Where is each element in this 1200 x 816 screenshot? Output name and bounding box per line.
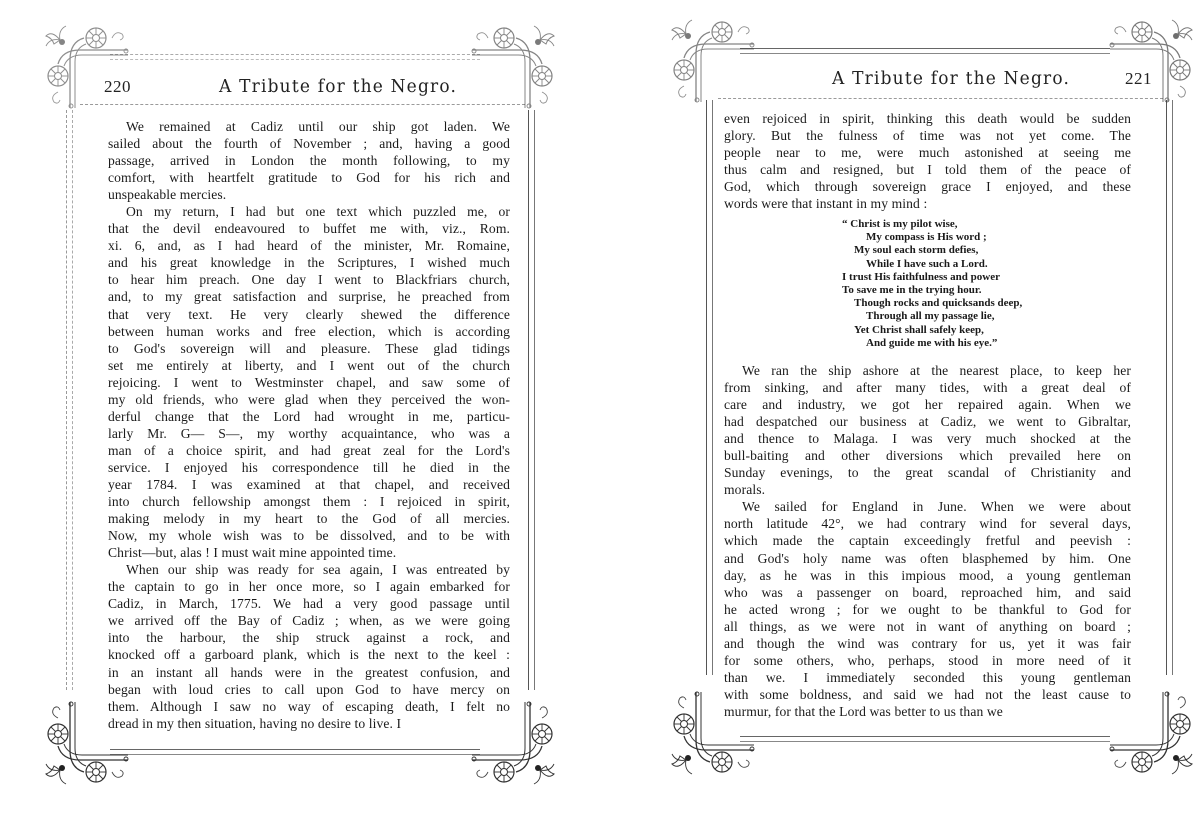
text-line: even rejoiced in spirit, thinking this death would be sudden (724, 111, 1131, 126)
poem-line: “ Christ is my pilot wise, (842, 218, 958, 230)
text-line: dread in my then situation, having no desire to live. I (108, 715, 402, 731)
text-line: the captain to go in her once more, so I again embarked for (108, 579, 510, 595)
text-line: We ran the ship ashore at the nearest place, to keep her (742, 363, 1131, 378)
poem-line: Yet Christ shall safely keep, (854, 323, 984, 336)
text-line: to hear him preach. One day I went to Blackfriars church, (108, 272, 510, 288)
text-line: God, which through sovereign grace I enjoyed, and these (724, 179, 1131, 195)
text-line: with some boldness, and said we had not the least cause to (724, 686, 1131, 702)
frame-right-rule (1166, 100, 1173, 675)
text-line: xi. 6, and, as I had heard of the minister, Mr. Romaine, (108, 238, 510, 254)
text-line: than we. I immediately seconded this young gentleman (724, 669, 1131, 685)
text-line: year 1784. I was examined at that chapel, and received (108, 476, 510, 492)
page-header (832, 64, 1152, 94)
text-line: all things, as we were not in want of anything on board ; (724, 618, 1131, 634)
text-line: glory. But the fulness of time was not yet come. The (724, 128, 1131, 144)
ornament-corner-top-left (666, 14, 756, 104)
poem-line: While I have such a Lord. (866, 257, 988, 270)
page-number: 221 (1125, 69, 1152, 88)
text-line: making melody in my heart to the God of all mercies. (108, 511, 510, 527)
frame-top-rule (740, 48, 1110, 54)
text-line: morals. (724, 482, 766, 498)
text-line: words were that instant in my mind : (724, 196, 928, 212)
text-line: man of a choice spirit, and had great zeal for the Lord's (108, 442, 510, 458)
frame-bottom-rule (110, 749, 480, 755)
body-text (108, 118, 510, 732)
text-line: which made the captain exceedingly fretful and peevish : (724, 533, 1131, 549)
frame-left-rule (66, 110, 73, 690)
running-head: A Tribute for the Negro. (832, 68, 1071, 90)
text-line: my old friends, who were glad when they perceived the won- (108, 391, 510, 407)
text-line: comfort, with heartfelt gratitude to God for his rich and (108, 170, 510, 186)
page-number: 220 (104, 77, 131, 96)
text-line: set me entirely at liberty, and I went out of the church (108, 357, 510, 373)
text-line: We sailed for England in June. When we were about (742, 499, 1131, 515)
text-line: When our ship was ready for sea again, I was entreated by (126, 562, 510, 578)
text-line: care and industry, we got her repaired again. When we (724, 397, 1131, 413)
text-line: that very text. He very clearly shewed the difference (108, 306, 510, 322)
text-line: unspeakable mercies. (108, 187, 227, 203)
poem-line: I trust His faithfulness and power (842, 270, 1000, 283)
poem-line: Through all my passage lie, (866, 310, 995, 323)
text-line: began with loud cries to call upon God to have mercy on (108, 681, 510, 697)
text-line: Christ—but, alas ! I must wait mine appointed time. (108, 545, 397, 561)
frame-left-rule (706, 100, 713, 675)
text-line: he acted wrong ; for we ought to be thankful to God for (724, 601, 1131, 617)
poem-line: And guide me with his eye.” (866, 336, 998, 349)
text-line: had despatched our business at Cadiz, we went to Gibraltar, (724, 414, 1131, 430)
text-line: and though the wind was contrary for us, yet it was fair (724, 635, 1131, 651)
text-line: people near to me, were much astonished at seeing me (724, 145, 1131, 161)
text-line: who was a passenger on board, reproached him, and said (724, 584, 1131, 600)
text-line: into the harbour, the ship struck against a rock, and (108, 630, 510, 646)
running-head: A Tribute for the Negro. (219, 76, 458, 98)
text-line: from sinking, and after many tides, with a great deal of (724, 380, 1131, 396)
text-line: knocked off a garboard plank, which is the next to the keel : (108, 647, 510, 663)
text-line: On my return, I had but one text which puzzled me, or (126, 204, 510, 220)
body-text (724, 362, 1131, 720)
text-line: day, as he was in this impious mood, a young gentleman (724, 567, 1131, 583)
text-line: between human works and free election, which is according (108, 323, 510, 339)
text-line: north latitude 42°, we had contrary wind for several days, (724, 516, 1131, 532)
poem-line: My compass is His word ; (866, 231, 987, 244)
text-line: larly Mr. G— S—, my worthy acquaintance, who was a (108, 425, 510, 441)
text-line: Sunday evenings, to the great scandal of Christianity and (724, 465, 1131, 481)
text-line: We remained at Cadiz until our ship got laden. We (126, 119, 510, 134)
text-line: service. I enjoyed his correspondence till he died in the (108, 459, 510, 475)
poem-line: Though rocks and quicksands deep, (854, 297, 1023, 310)
poem-line: To save me in the trying hour. (842, 284, 982, 297)
text-line: murmur, for that the Lord was better to us than we (724, 703, 1003, 719)
text-line: that the devil endeavoured to buffet me with, viz., Rom. (108, 221, 510, 237)
right-page (600, 0, 1200, 816)
text-line: and his great knowledge in the Scriptures, I wished much (108, 255, 510, 271)
header-separator (718, 98, 1163, 99)
page-header (104, 72, 524, 102)
text-line: derful change that the Lord had wrought in me, particu- (108, 408, 510, 424)
text-line: and thence to Malaga. I was very much shocked at the (724, 431, 1131, 447)
text-line: into church fellowship amongst them : I rejoiced in spirit, (108, 494, 510, 510)
body-text-intro (724, 110, 1131, 212)
text-line: we arrived off the Bay of Cadiz ; when, as we were going (108, 613, 510, 629)
text-line: and God's holy name was often blasphemed by him. One (724, 550, 1131, 566)
header-separator (80, 104, 525, 105)
text-line: in an instant all hands were in the greatest confusion, and (108, 664, 510, 680)
text-line: rejoicing. I went to Westminster chapel, and saw some of (108, 374, 510, 390)
frame-top-rule (110, 54, 480, 60)
text-line: them. Although I saw no way of escaping death, I felt no (108, 698, 510, 714)
text-line: Now, my whole wish was to be dissolved, and to be with (108, 528, 510, 544)
text-line: bull-baiting and other diversions which prevailed here on (724, 448, 1131, 464)
text-line: passage, arrived in London the month following, to my (108, 153, 510, 169)
text-line: and, to my great satisfaction and surprise, he preached from (108, 289, 510, 305)
text-line: Cadiz, in March, 1775. We had a very good passage until (108, 596, 510, 612)
poem-stanza (842, 218, 1022, 350)
frame-right-rule (528, 110, 535, 690)
poem-line: My soul each storm defies, (854, 244, 979, 257)
frame-bottom-rule (740, 736, 1110, 742)
text-line: sailed about the fourth of November ; and, having a good (108, 136, 510, 152)
text-line: thus calm and resigned, but I told them of the peace of (724, 162, 1131, 178)
text-line: for some others, who, perhaps, stood in more need of it (724, 652, 1131, 668)
text-line: to God's sovereign will and pleasure. These glad tidings (108, 340, 510, 356)
